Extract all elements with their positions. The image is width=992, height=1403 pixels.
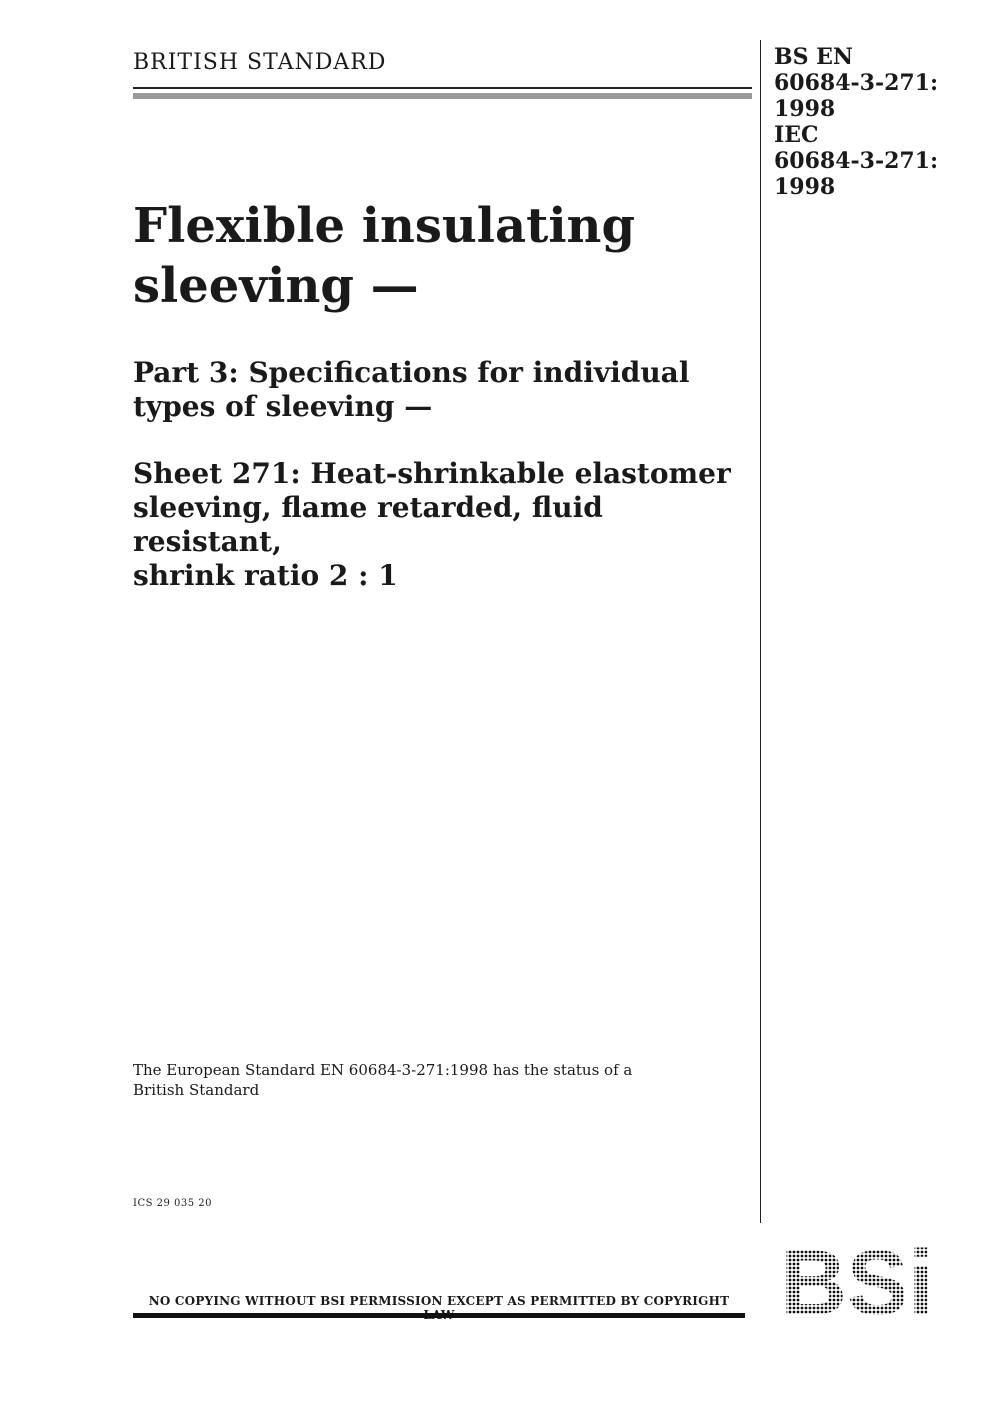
- document-title: [133, 196, 753, 316]
- header-rule-thin: [133, 87, 752, 89]
- standard-number-line: 60684-3-271:: [774, 70, 939, 96]
- standard-number-line: BS EN: [774, 44, 854, 70]
- standard-number-line: 1998: [774, 96, 836, 122]
- standard-numbers: [774, 44, 984, 200]
- standard-number-line: 60684-3-271:: [774, 148, 939, 174]
- series-label: BRITISH STANDARD: [133, 50, 387, 75]
- part-line: Part 3: Specifications for individual: [133, 356, 690, 389]
- standard-number-line: 1998: [774, 174, 836, 200]
- status-note: [133, 1060, 673, 1100]
- header-rule-grey: [133, 93, 752, 99]
- copyright-notice: NO COPYING WITHOUT BSI PERMISSION EXCEPT AS PERMITTED BY COPYRIGHT: [148, 1294, 730, 1308]
- part-line: types of sleeving —: [133, 390, 433, 423]
- status-note-line: British Standard: [133, 1081, 260, 1099]
- footer-rule: [133, 1313, 745, 1318]
- ics-code: ICS 29 035 20: [133, 1198, 213, 1209]
- title-line: Flexible insulating: [133, 198, 636, 254]
- sheet-line: shrink ratio 2 : 1: [133, 559, 398, 592]
- status-note-line: The European Standard EN 60684-3-271:1998 has the status of a: [133, 1061, 633, 1079]
- part-title: [133, 356, 753, 424]
- column-divider: [760, 40, 761, 1223]
- sheet-line: Sheet 271: Heat-shrinkable elastomer: [133, 457, 731, 490]
- standard-number-line: IEC: [774, 122, 819, 148]
- logo-text: BSi: [780, 1242, 934, 1320]
- sheet-title: [133, 457, 755, 593]
- title-line: sleeving —: [133, 258, 419, 314]
- bsi-logo: [768, 1242, 946, 1320]
- sheet-line: sleeving, flame retarded, fluid resistant,: [133, 491, 603, 558]
